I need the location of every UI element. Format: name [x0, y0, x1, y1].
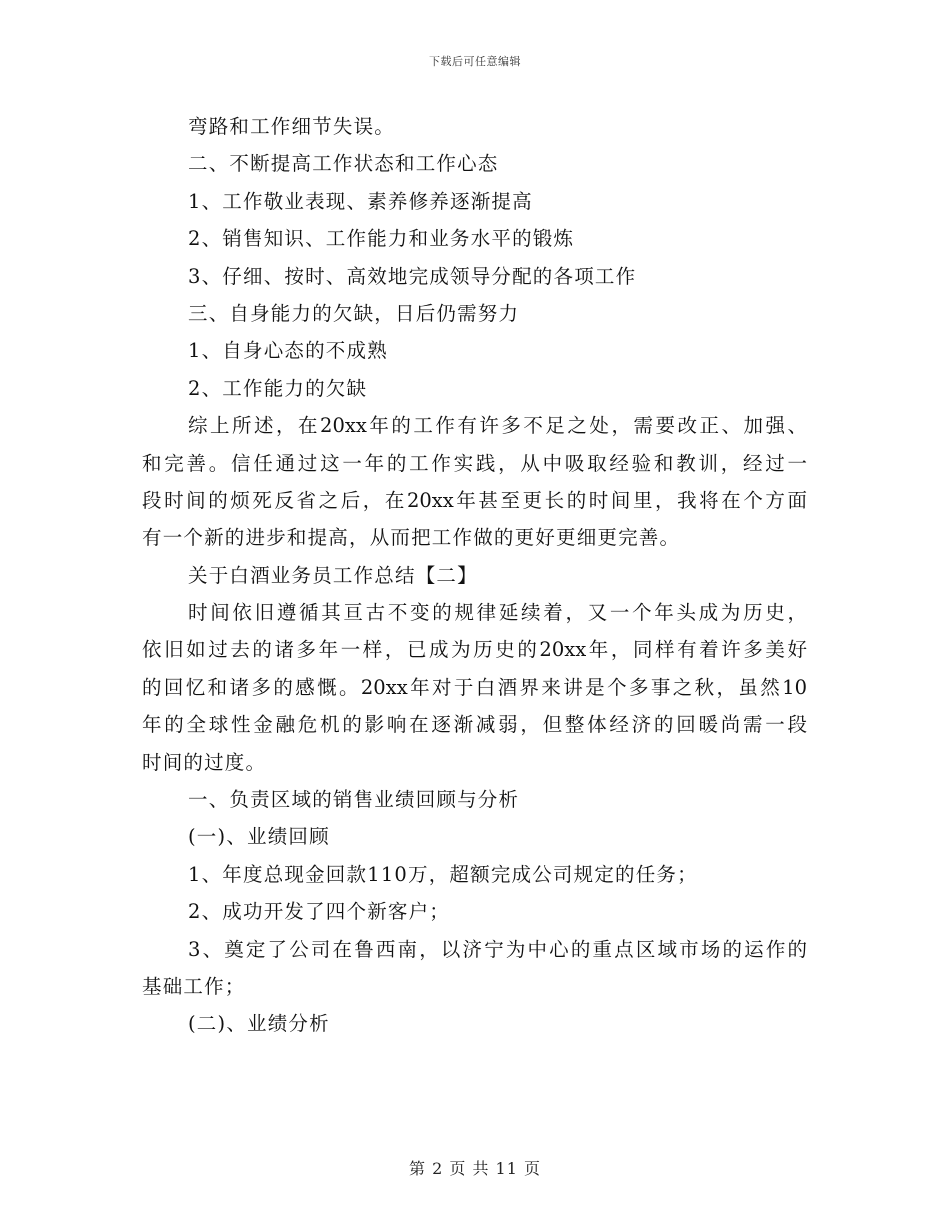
article-title: 关于白酒业务员工作总结【二】 [188, 563, 478, 587]
paragraph-line: 年的全球性金融危机的影响在逐渐减弱，但整体经济的回暖尚需一段 [142, 713, 807, 737]
list-item: 1、年度总现金回款110万，超额完成公司规定的任务； [188, 862, 698, 886]
list-item: 2、成功开发了四个新客户； [188, 900, 451, 924]
paragraph-line: 和完善。信任通过这一年的工作实践，从中吸取经验和教训，经过一 [142, 451, 807, 475]
paragraph-line: 段时间的烦死反省之后，在20xx年甚至更长的时间里，我将在个方面 [142, 488, 807, 512]
paragraph-line: 时间依旧遵循其亘古不变的规律延续着，又一个年头成为历史， [188, 601, 807, 625]
list-item: 1、自身心态的不成熟 [188, 339, 388, 363]
subsection-heading: (二)、业绩分析 [188, 1012, 330, 1036]
list-item: 3、奠定了公司在鲁西南，以济宁为中心的重点区域市场的运作的 [188, 937, 807, 961]
page-header-note: 下载后可任意编辑 [429, 55, 521, 68]
text-line: 弯路和工作细节失误。 [188, 115, 396, 138]
subsection-heading: (一)、业绩回顾 [188, 825, 330, 849]
paragraph-line: 有一个新的进步和提高，从而把工作做的更好更细更完善。 [142, 526, 681, 550]
paragraph-line: 的回忆和诸多的感慨。20xx年对于白酒界来讲是个多事之秋，虽然10 [142, 675, 807, 699]
section-heading: 一、负责区域的销售业绩回顾与分析 [188, 788, 520, 812]
list-item: 3、仔细、按时、高效地完成领导分配的各项工作 [188, 264, 637, 288]
paragraph-line: 时间的过度。 [142, 750, 267, 774]
document-body [142, 108, 807, 1043]
list-item: 2、工作能力的欠缺 [188, 376, 368, 400]
paragraph-line: 依旧如过去的诸多年一样，已成为历史的20xx年，同样有着许多美好 [142, 638, 807, 662]
section-heading: 三、自身能力的欠缺，日后仍需努力 [188, 301, 520, 325]
page-number: 第 2 页 共 11 页 [409, 1159, 541, 1178]
list-item: 2、销售知识、工作能力和业务水平的锻炼 [188, 227, 575, 251]
paragraph-line: 综上所述，在20xx年的工作有许多不足之处，需要改正、加强、 [188, 414, 807, 438]
list-item: 1、工作敬业表现、素养修养逐渐提高 [188, 189, 533, 213]
list-item-continuation: 基础工作； [142, 974, 246, 998]
section-heading: 二、不断提高工作状态和工作心态 [188, 152, 499, 176]
